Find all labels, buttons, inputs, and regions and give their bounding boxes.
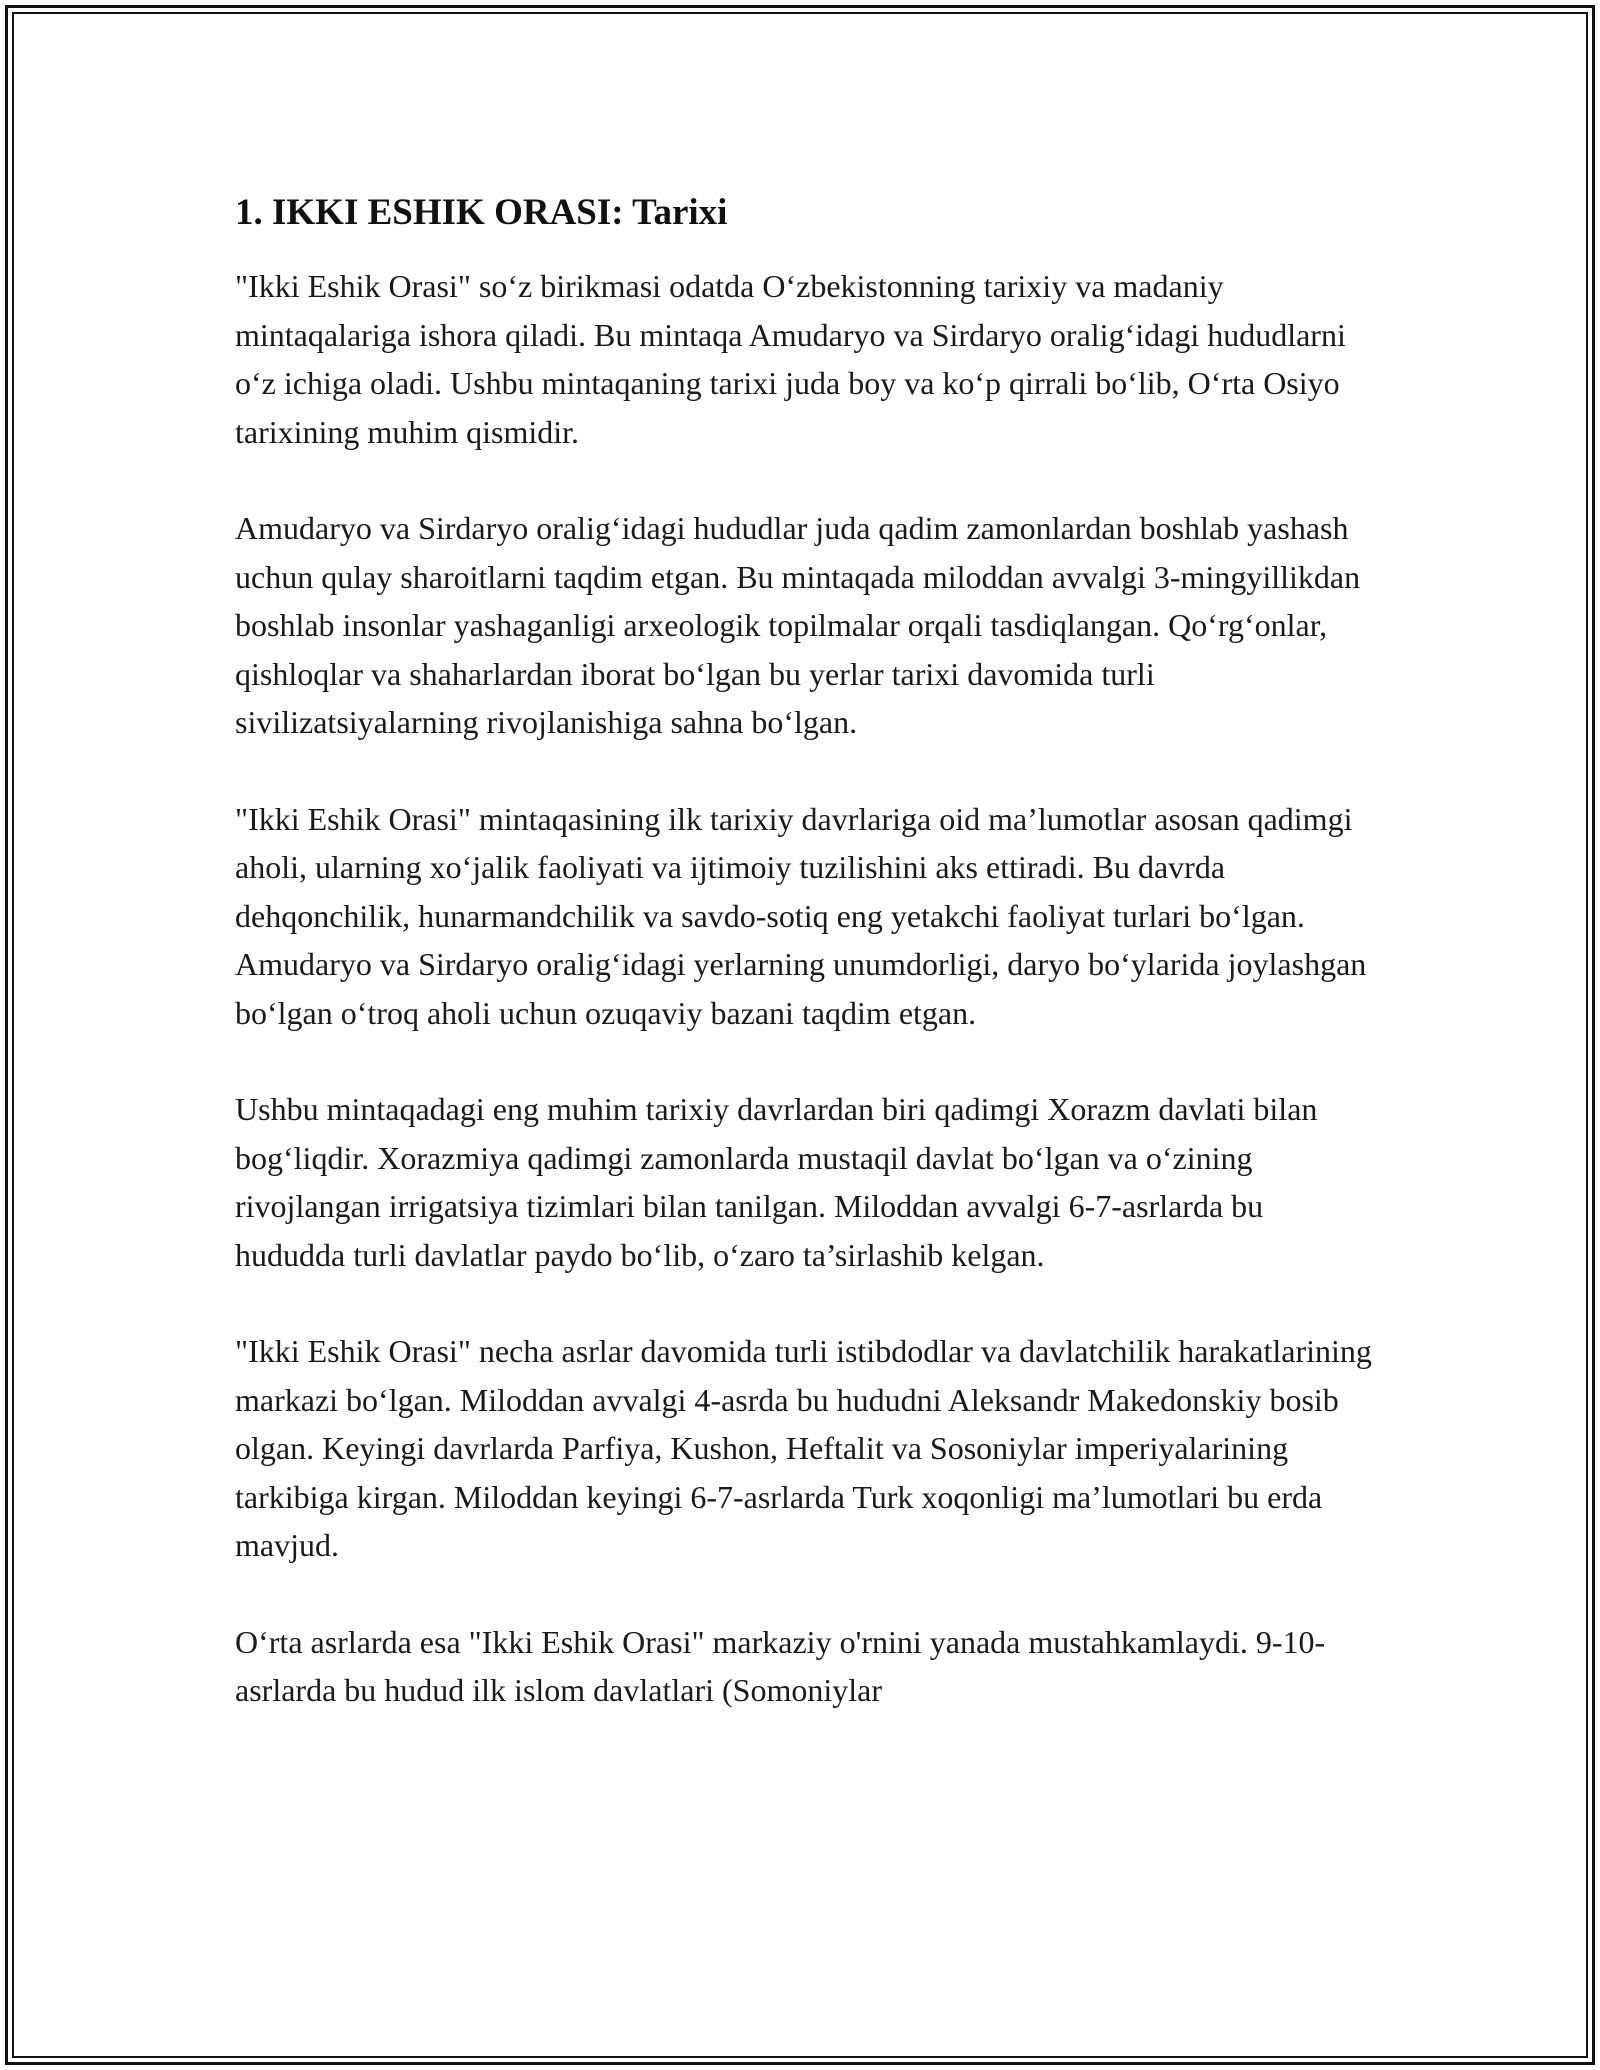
paragraph-4: Ushbu mintaqadagi eng muhim tarixiy davrlardan biri qadimgi Xorazm davlati bilan bog‘liqdir. Xorazmiya qadimgi zamonlarda mustaqil davlat bo‘lgan va o‘zining rivojlangan irrigatsiya tizimlari bilan tanilgan. Miloddan avvalgi 6-7-asrlarda bu hududda turli davlatlar paydo bo‘lib, o‘zaro ta’sirlashib kelgan.	[235, 1091, 1318, 1273]
document-body	[235, 184, 1375, 1763]
paragraph-2: Amudaryo va Sirdaryo oralig‘idagi hududlar juda qadim zamonlardan boshlab yashash uchun qulay sharoitlarni taqdim etgan. Bu mintaqada miloddan avvalgi 3-mingyillikdan boshlab insonlar yashaganligi arxeologik topilmalar orqali tasdiqlangan. Qo‘rg‘onlar, qishloqlar va shaharlardan iborat bo‘lgan bu yerlar tarixi davomida turli sivilizatsiyalarning rivojlanishiga sahna bo‘lgan.	[235, 510, 1361, 740]
paragraph-5: "Ikki Eshik Orasi" necha asrlar davomida turli istibdodlar va davlatchilik harakatlarining markazi bo‘lgan. Miloddan avvalgi 4-asrda bu hududni Aleksandr Makedonskiy bosib olgan. Keyingi davrlarda Parfiya, Kushon, Heftalit va Sosoniylar imperiyalarining tarkibiga kirgan. Miloddan keyingi 6-7-asrlarda Turk xoqonligi ma’lumotlari bu erda mavjud.	[235, 1333, 1372, 1563]
section-heading: 1. IKKI ESHIK ORASI: Tarixi	[235, 192, 728, 233]
paragraph-1: "Ikki Eshik Orasi" so‘z birikmasi odatda O‘zbekistonning tarixiy va madaniy mintaqalariga ishora qiladi. Bu mintaqa Amudaryo va Sirdaryo oralig‘idagi hududlarni o‘z ichiga oladi. Ushbu mintaqaning tarixi juda boy va ko‘p qirrali bo‘lib, O‘rta Osiyo tarixining muhim qismidir.	[235, 268, 1346, 450]
paragraph-6: O‘rta asrlarda esa "Ikki Eshik Orasi" markaziy o'rnini yanada mustahkamlaydi. 9-10-asrlarda bu hudud ilk islom davlatlari (Somoniylar	[235, 1623, 1326, 1708]
paragraph-3: "Ikki Eshik Orasi" mintaqasining ilk tarixiy davrlariga oid ma’lumotlar asosan qadimgi aholi, ularning xo‘jalik faoliyati va ijtimoiy tuzilishini aks ettiradi. Bu davrda dehqonchilik, hunarmandchilik va savdo-sotiq eng yetakchi faoliyat turlari bo‘lgan. Amudaryo va Sirdaryo oralig‘idagi yerlarning unumdorligi, daryo bo‘ylarida joylashgan bo‘lgan o‘troq aholi uchun ozuqaviy bazani taqdim etgan.	[235, 800, 1367, 1031]
